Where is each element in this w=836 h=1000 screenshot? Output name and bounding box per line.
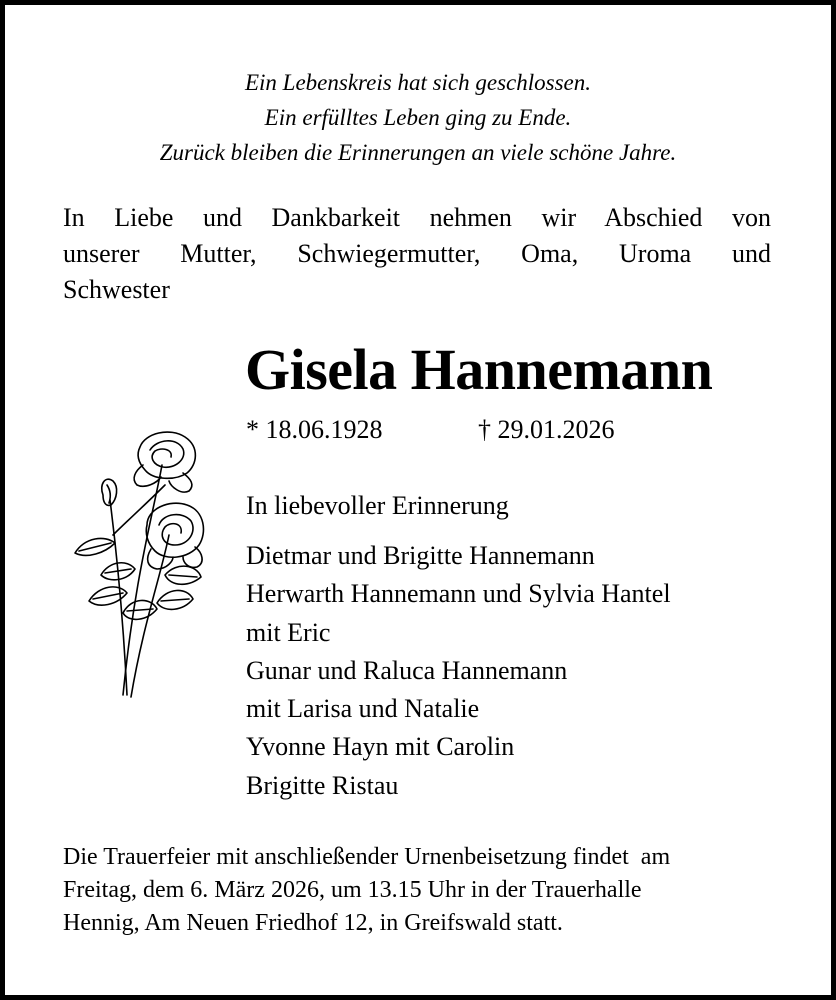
deceased-name: Gisela Hannemann <box>245 337 713 402</box>
family-member: mit Larisa und Natalie <box>246 694 480 724</box>
memory-heading: In liebevoller Erinnerung <box>246 491 509 520</box>
rose-bouquet-icon <box>65 425 210 705</box>
death-date: † 29.01.2026 <box>478 415 615 444</box>
intro-text <box>63 200 771 308</box>
family-member: Yvonne Hayn mit Carolin <box>246 732 515 762</box>
family-member: Gunar und Raluca Hannemann <box>246 655 568 685</box>
funeral-notice <box>63 841 775 940</box>
notice-line-2: Freitag, dem 6. März 2026, um 13.15 Uhr in der Trauerhalle <box>63 877 642 903</box>
family-member: Brigitte Ristau <box>246 770 399 800</box>
birth-date: * 18.06.1928 <box>246 415 383 444</box>
family-member: mit Eric <box>246 617 331 647</box>
intro-line-1: In Liebe und Dankbarkeit nehmen wir Abschied von <box>63 203 771 232</box>
family-member: Dietmar und Brigitte Hannemann <box>246 541 595 570</box>
family-member: Herwarth Hannemann und Sylvia Hantel <box>246 579 671 609</box>
intro-line-3: Schwester <box>63 275 170 304</box>
family-list <box>246 537 671 805</box>
intro-line-2: unserer Mutter, Schwiegermutter, Oma, Uroma und <box>63 239 771 268</box>
notice-line-1: Die Trauerfeier mit anschließender Urnenbeisetzung findet am <box>63 844 671 870</box>
notice-line-3: Hennig, Am Neuen Friedhof 12, in Greifswald statt. <box>63 910 563 936</box>
poem-line-1: Ein Lebenskreis hat sich geschlossen. <box>244 70 591 95</box>
poem-line-3: Zurück bleiben die Erinnerungen an viele schöne Jahre. <box>159 140 677 165</box>
poem-line-2: Ein erfülltes Leben ging zu Ende. <box>264 105 572 130</box>
poem <box>5 65 831 170</box>
